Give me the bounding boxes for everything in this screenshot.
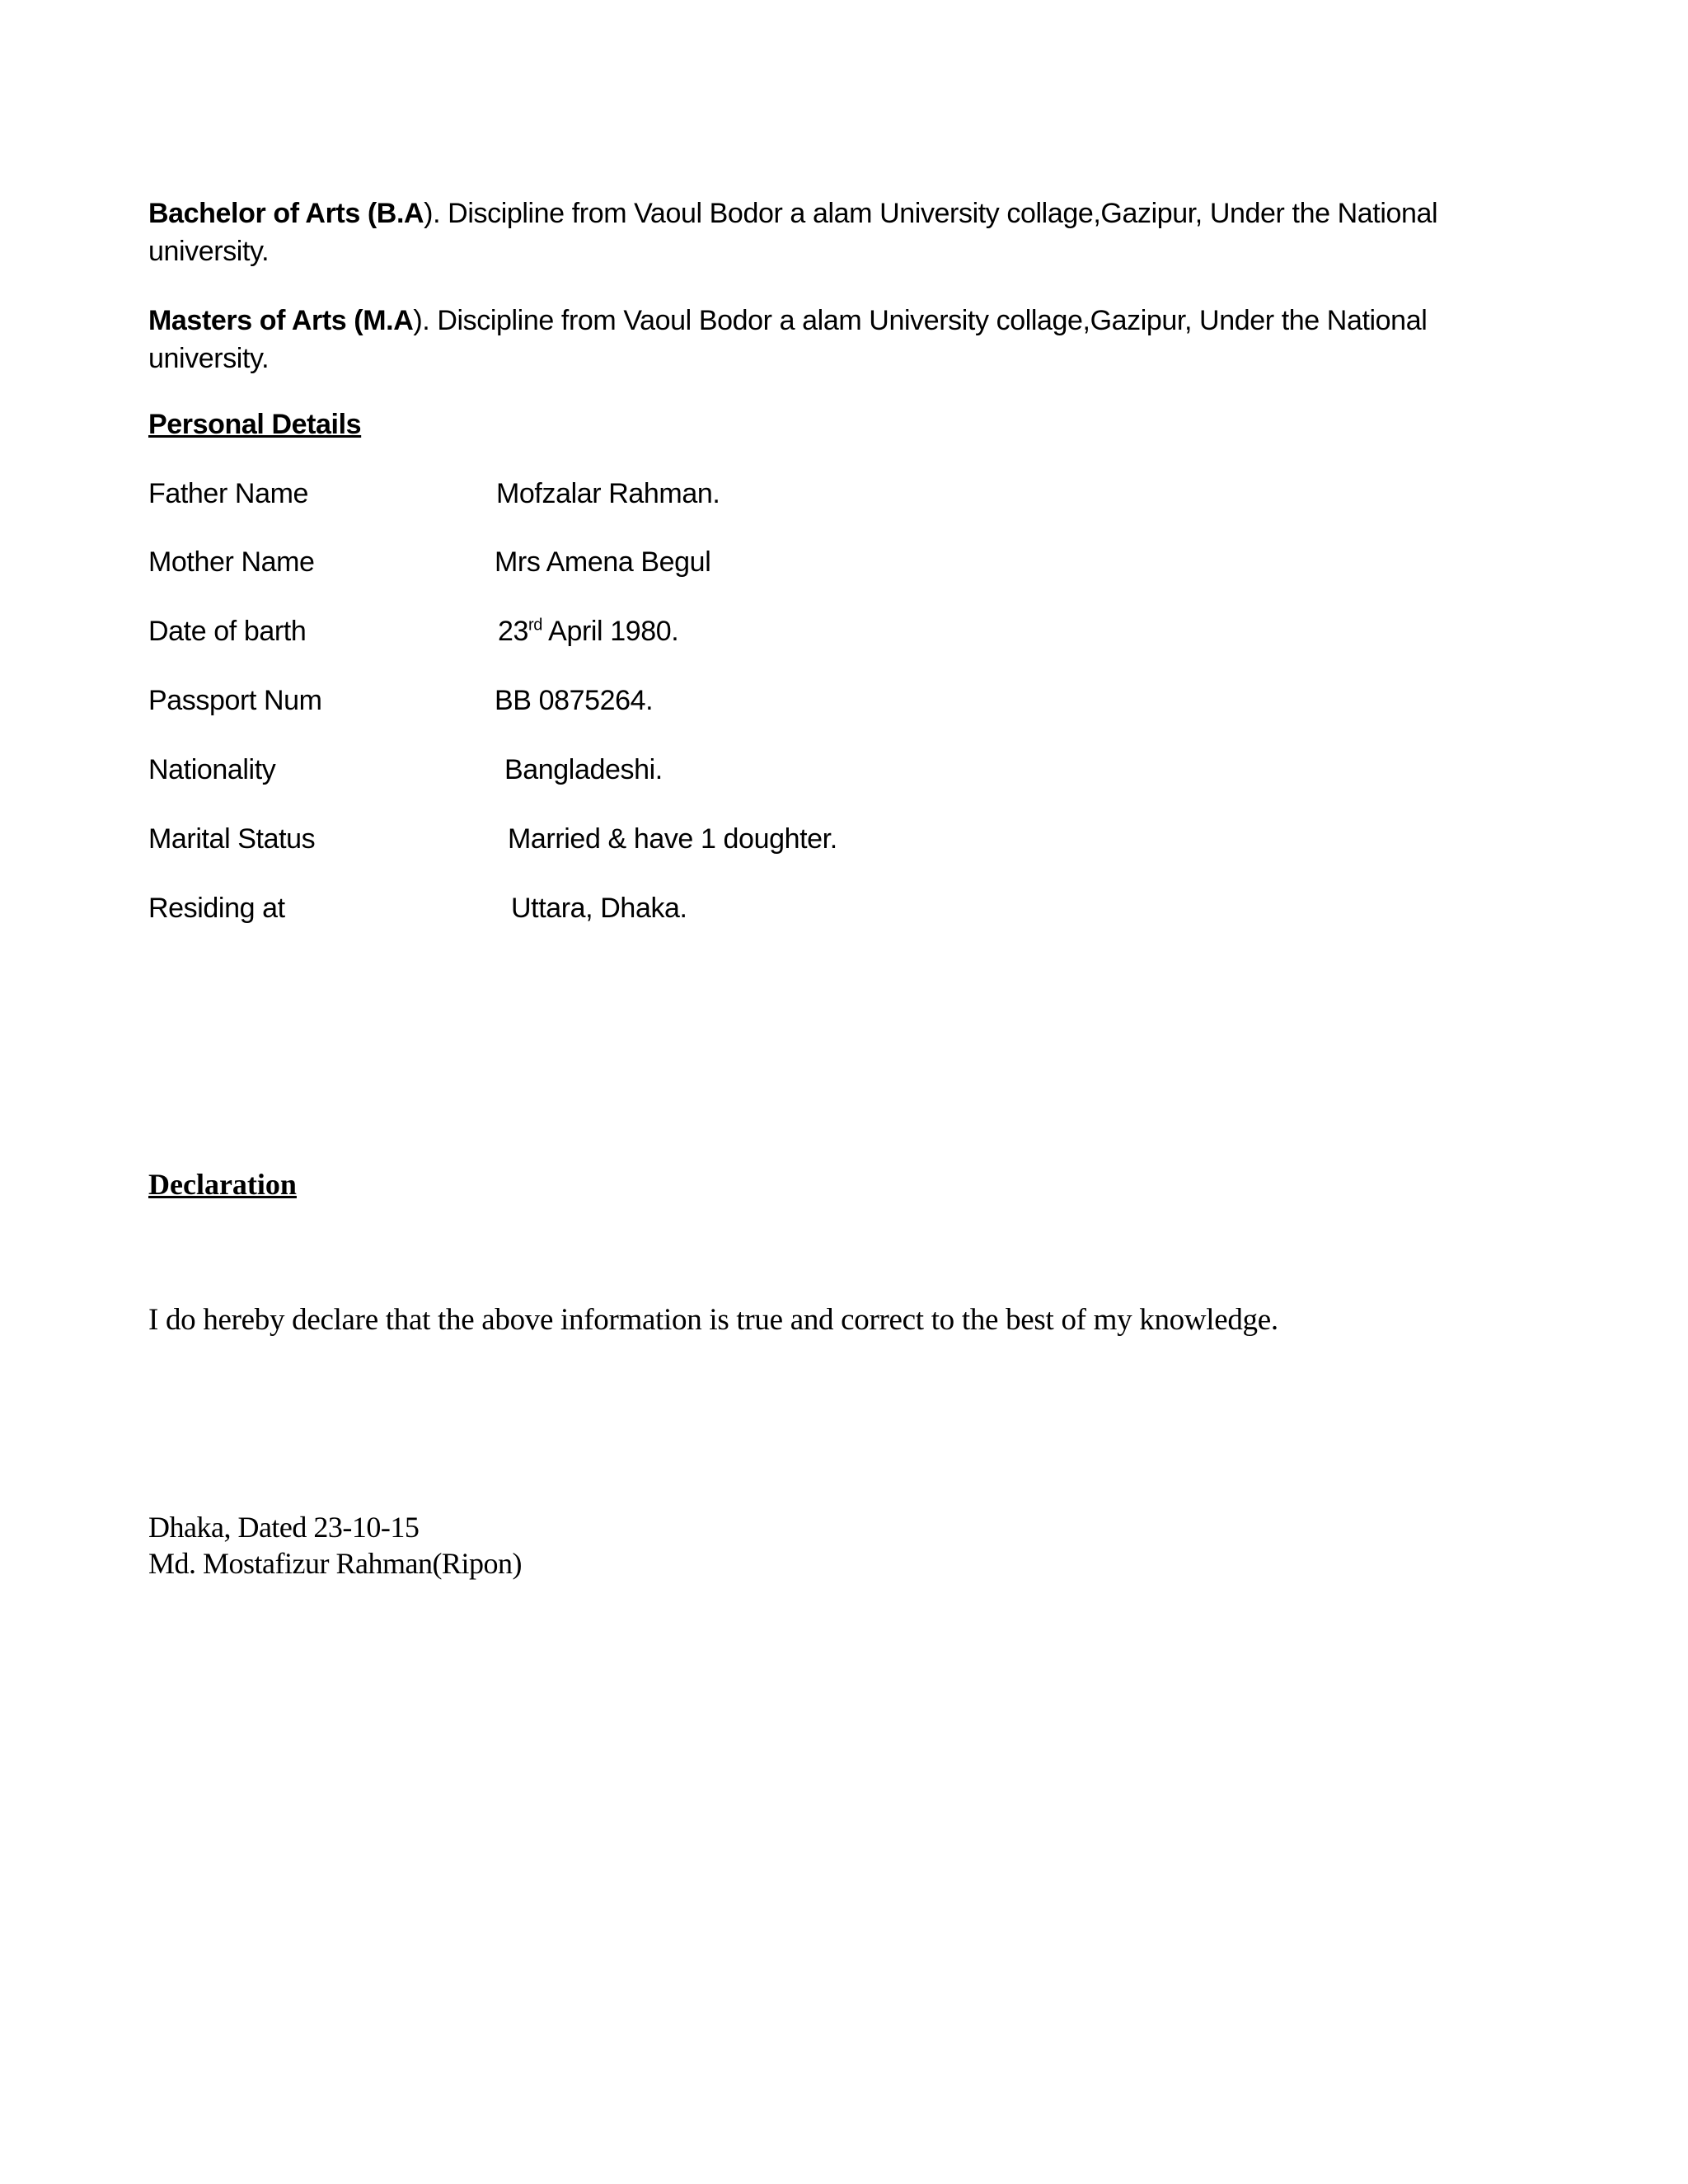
passport-value: BB 0875264. [495,685,654,716]
nationality-label: Nationality [148,754,276,785]
mother-name-value: Mrs Amena Begul [495,546,711,578]
personal-row-passport [148,680,1467,721]
mother-name-label: Mother Name [148,546,315,578]
personal-details-heading: Personal Details [148,409,362,440]
marital-status-value: Married & have 1 doughter. [508,823,837,855]
personal-row-marital [148,818,1467,860]
personal-row-dob [148,611,1467,652]
declaration-heading: Declaration [148,1168,297,1201]
nationality-value: Bangladeshi. [504,754,663,785]
dob-day: 23 [498,616,529,647]
education-masters-degree: Masters of Arts (M.A [148,305,414,336]
dob-day-suffix: rd [528,616,543,635]
personal-row-residing [148,888,1467,929]
personal-row-nationality [148,749,1467,790]
education-bachelor-details: ). Discipline from Vaoul Bodor a alam University collage,Gazipur, Under the National university. [148,198,1438,267]
residing-label: Residing at [148,893,285,924]
residing-value: Uttara, Dhaka. [511,893,687,924]
signature-name: Md. Mostafizur Rahman(Ripon) [148,1547,522,1580]
education-bachelor [148,194,1550,270]
passport-label: Passport Num [148,685,322,716]
personal-row-mother [148,541,1467,583]
marital-status-label: Marital Status [148,823,316,855]
father-name-label: Father Name [148,478,309,509]
personal-row-father [148,473,1467,514]
dob-rest: April 1980. [542,616,679,647]
signature-place-date: Dhaka, Dated 23-10-15 [148,1511,420,1544]
declaration-text: I do hereby declare that the above information is true and correct to the best of my knowledge. [148,1303,1278,1337]
dob-label: Date of barth [148,616,307,647]
education-bachelor-degree: Bachelor of Arts (B.A [148,198,424,229]
father-name-value: Mofzalar Rahman. [496,478,720,509]
dob-value [498,611,678,652]
education-masters-details: ). Discipline from Vaoul Bodor a alam University collage,Gazipur, Under the National university. [148,305,1428,374]
education-masters [148,302,1550,377]
